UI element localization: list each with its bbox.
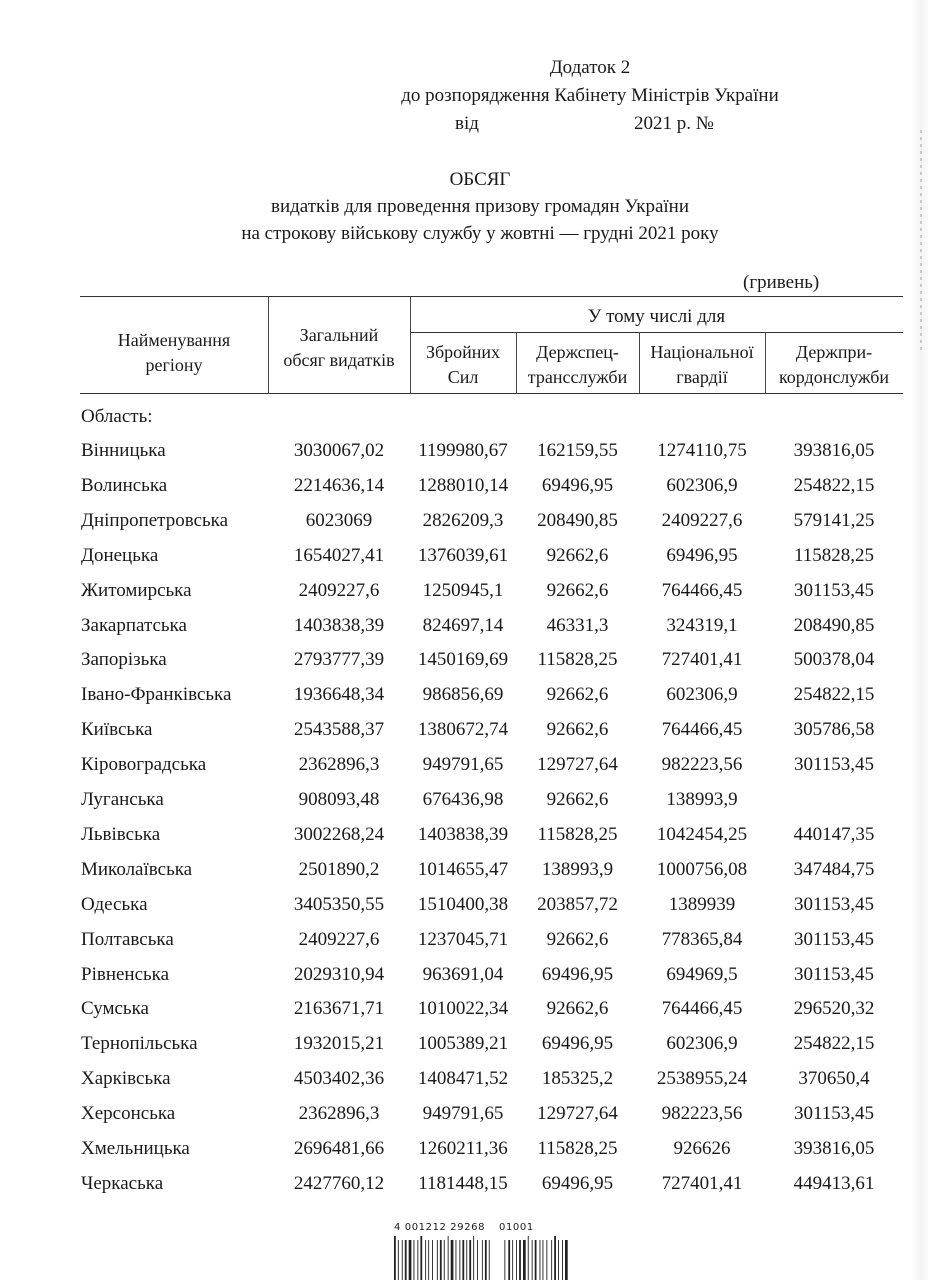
region-name: Закарпатська [81, 614, 187, 636]
zsu-value: 1260211,36 [418, 1138, 508, 1159]
total-value: 2427760,12 [293, 1172, 385, 1194]
region-name: Сумська [81, 998, 149, 1020]
region-name: Херсонська [81, 1103, 176, 1125]
header-dpsu-line-1: Держпри- [795, 342, 873, 362]
dpsu-value: 301153,45 [793, 754, 875, 776]
dsts-value: 69496,95 [541, 963, 614, 985]
barcode-bar [409, 1240, 412, 1280]
barcode-bar [546, 1240, 547, 1280]
dpsu-value: 393816,05 [793, 440, 875, 461]
annex-year-number: 2021 р. № [634, 113, 714, 134]
ngu-value: 138993,9 [666, 789, 738, 810]
barcode [392, 1222, 570, 1280]
header-total-line-1: Загальний [299, 325, 379, 345]
region-name: Вінницька [81, 440, 166, 461]
zsu-value: 1450169,69 [417, 649, 509, 671]
ngu-value: 1389939 [668, 893, 736, 915]
ngu-value: 926626 [673, 1138, 731, 1159]
zsu-value: 1010022,34 [417, 998, 509, 1020]
dsts-value: 208490,85 [537, 509, 618, 531]
dsts-value: 115828,25 [537, 1138, 618, 1159]
barcode-bar [504, 1240, 505, 1280]
zsu-value: 1408471,52 [417, 1068, 509, 1090]
dsts-value: 92662,6 [546, 544, 609, 566]
barcode-bar [532, 1240, 533, 1280]
ngu-value: 727401,41 [661, 649, 743, 671]
table-row [0, 510, 928, 544]
zsu-value: 1288010,14 [417, 474, 509, 496]
barcode-bar [420, 1236, 422, 1280]
header-ngu-line-1: Національної [650, 342, 754, 362]
total-value: 4503402,36 [293, 1068, 385, 1090]
barcode-bar [482, 1240, 483, 1280]
region-name: Житомирська [81, 579, 192, 601]
dpsu-value: 254822,15 [793, 474, 875, 496]
region-name: Миколаївська [81, 858, 193, 880]
total-value: 6023069 [305, 509, 373, 531]
barcode-bar [432, 1240, 433, 1280]
ngu-value: 602306,9 [666, 684, 738, 706]
header-region-line-1: Найменування [117, 330, 231, 350]
zsu-value: 1510400,38 [417, 893, 509, 915]
ngu-value: 982223,56 [661, 754, 743, 776]
dsts-value: 92662,6 [546, 998, 609, 1020]
table-row [0, 1138, 928, 1172]
header-dsts-line-1: Держспец- [536, 342, 619, 362]
ngu-value: 764466,45 [661, 579, 743, 601]
header-zsu-line-2: Сил [447, 367, 479, 387]
total-value: 3030067,02 [293, 440, 385, 461]
barcode-bar [428, 1240, 429, 1280]
table-row [0, 1068, 928, 1102]
ngu-value: 602306,9 [666, 474, 738, 496]
barcode-bar [519, 1240, 521, 1280]
barcode-bar [448, 1236, 449, 1280]
table-row [0, 1103, 928, 1137]
total-value: 1936648,34 [293, 684, 385, 706]
barcode-bar [440, 1240, 442, 1280]
region-name: Полтавська [81, 928, 174, 950]
annex-line-1: Додаток 2 [549, 57, 631, 78]
barcode-bar [562, 1240, 563, 1280]
barcode-bar [512, 1240, 513, 1280]
dsts-value: 203857,72 [537, 893, 618, 915]
ngu-value: 727401,41 [661, 1172, 743, 1194]
ngu-value: 982223,56 [661, 1103, 743, 1125]
table-row [0, 754, 928, 788]
total-value: 2409227,6 [298, 579, 380, 601]
dpsu-value: 208490,85 [793, 614, 875, 636]
barcode-bar [459, 1240, 460, 1280]
zsu-value: 1199980,67 [418, 440, 508, 461]
total-value: 3405350,55 [293, 893, 385, 915]
total-value: 2214636,14 [293, 474, 385, 496]
title-subtitle-1: видатків для проведення призову громадян України [271, 196, 689, 217]
table-row [0, 1173, 928, 1207]
barcode-bar [528, 1236, 529, 1280]
barcode-bar [462, 1240, 464, 1280]
region-name: Донецька [81, 544, 159, 566]
header-dsts-line-2: трансслужби [527, 367, 628, 387]
dpsu-value: 301153,45 [793, 579, 875, 601]
table-row [0, 684, 928, 718]
region-name: Черкаська [81, 1172, 164, 1194]
table-row [0, 475, 928, 509]
barcode-bar [405, 1240, 407, 1280]
table-row [0, 580, 928, 614]
barcode-bar [473, 1236, 474, 1280]
barcode-bar [551, 1240, 552, 1280]
dsts-value: 129727,64 [537, 1103, 618, 1125]
header-zsu-line-1: Збройних [425, 342, 501, 362]
dsts-value: 115828,25 [537, 823, 618, 845]
zsu-value: 963691,04 [422, 963, 504, 985]
header-region [80, 328, 268, 378]
total-value: 2793777,39 [293, 649, 385, 671]
total-value: 2543588,37 [293, 719, 385, 741]
barcode-bar [394, 1236, 396, 1280]
barcode-bar [516, 1240, 517, 1280]
unit-label: (гривень) [743, 272, 820, 293]
table-row [0, 894, 928, 928]
dsts-value: 46331,3 [546, 614, 609, 636]
region-name: Волинська [81, 474, 168, 496]
document-title [160, 166, 800, 247]
barcode-bar [523, 1240, 526, 1280]
table-top-rule [80, 296, 903, 297]
annex-from-label: від [455, 113, 479, 134]
zsu-value: 949791,65 [422, 754, 504, 776]
barcode-bar [558, 1240, 559, 1280]
zsu-value: 1014655,47 [417, 858, 509, 880]
dsts-value: 92662,6 [546, 789, 609, 810]
barcode-bar [535, 1240, 537, 1280]
dpsu-value: 393816,05 [793, 1138, 875, 1159]
total-value: 2362896,3 [298, 1103, 380, 1125]
ngu-value: 2538955,24 [656, 1068, 748, 1090]
dpsu-value: 579141,25 [793, 509, 875, 531]
barcode-bar [543, 1240, 544, 1280]
total-value: 2409227,6 [298, 928, 380, 950]
barcode-digits-right: 01001 [499, 1222, 534, 1233]
ngu-value: 764466,45 [661, 998, 743, 1020]
barcode-bar [444, 1240, 445, 1280]
region-name: Луганська [81, 789, 164, 810]
barcode-bar [402, 1240, 403, 1280]
ngu-value: 69496,95 [666, 544, 738, 566]
table-row [0, 789, 928, 823]
region-name: Івано-Франківська [81, 684, 232, 706]
total-value: 2362896,3 [298, 754, 380, 776]
barcode-bar [489, 1240, 490, 1280]
dsts-value: 92662,6 [546, 579, 609, 601]
total-value: 2163671,71 [293, 998, 385, 1020]
ngu-value: 1042454,25 [656, 823, 748, 845]
dpsu-value: 500378,04 [793, 649, 875, 671]
barcode-bar [425, 1240, 426, 1280]
dsts-value: 162159,55 [537, 440, 618, 461]
barcode-bar [466, 1240, 467, 1280]
ngu-value: 1274110,75 [657, 440, 747, 461]
table-row [0, 998, 928, 1032]
region-name: Тернопільська [81, 1033, 198, 1055]
ngu-value: 324319,1 [666, 614, 738, 636]
total-value: 1654027,41 [293, 544, 385, 566]
region-name: Одеська [81, 893, 148, 915]
table-row [0, 545, 928, 579]
zsu-value: 2826209,3 [422, 509, 504, 531]
dsts-value: 129727,64 [537, 754, 618, 776]
header-region-line-2: регіону [145, 355, 203, 375]
region-name: Харківська [81, 1068, 171, 1090]
dsts-value: 69496,95 [541, 1033, 614, 1055]
barcode-bar [451, 1240, 454, 1280]
barcode-bar [477, 1240, 478, 1280]
dsts-value: 92662,6 [546, 684, 609, 706]
barcode-bar [485, 1240, 487, 1280]
barcode-bar [437, 1240, 438, 1280]
header-zsu [410, 340, 516, 390]
header-bottom-rule [80, 393, 903, 394]
dsts-value: 138993,9 [541, 858, 614, 880]
dpsu-value: 301153,45 [793, 1103, 875, 1125]
subheader-rule [410, 332, 903, 333]
table-row [0, 824, 928, 858]
table-row [0, 440, 928, 474]
dsts-value: 115828,25 [537, 649, 618, 671]
dsts-value: 185325,2 [541, 1068, 614, 1090]
zsu-value: 1181448,15 [418, 1172, 508, 1194]
ngu-value: 778365,84 [661, 928, 743, 950]
annex-header [360, 54, 820, 138]
barcode-bar [456, 1240, 457, 1280]
total-value: 2501890,2 [298, 858, 380, 880]
region-name: Дніпропетровська [81, 509, 229, 531]
region-name: Львівська [81, 823, 161, 845]
dpsu-value: 254822,15 [793, 1033, 875, 1055]
barcode-bar [469, 1240, 471, 1280]
table-row [0, 964, 928, 998]
dsts-value: 92662,6 [546, 928, 609, 950]
barcode-bar [398, 1240, 399, 1280]
title-subtitle-2: на строкову військову службу у жовтні — грудні 2021 року [241, 223, 719, 244]
table-row [0, 1033, 928, 1067]
zsu-value: 1005389,21 [417, 1033, 509, 1055]
total-value: 3002268,24 [293, 823, 385, 845]
title-heading: ОБСЯГ [449, 169, 511, 190]
group-label-oblast: Область: [81, 406, 153, 427]
barcode-digits-left: 4 001212 29268 [394, 1222, 486, 1233]
dsts-value: 69496,95 [541, 474, 614, 496]
zsu-value: 1403838,39 [417, 823, 509, 845]
zsu-value: 949791,65 [422, 1103, 504, 1125]
dpsu-value: 301153,45 [793, 963, 875, 985]
ngu-value: 2409227,6 [661, 509, 743, 531]
ngu-value: 1000756,08 [656, 858, 748, 880]
dpsu-value: 449413,61 [793, 1172, 875, 1194]
barcode-bars [392, 1236, 570, 1280]
zsu-value: 1237045,71 [417, 928, 509, 950]
dsts-value: 69496,95 [541, 1172, 614, 1194]
total-value: 2696481,66 [293, 1138, 385, 1159]
region-name: Кіровоградська [81, 754, 207, 776]
table-row [0, 859, 928, 893]
barcode-bar [417, 1240, 418, 1280]
header-ngu [639, 340, 765, 390]
zsu-value: 986856,69 [422, 684, 504, 706]
dpsu-value: 440147,35 [793, 823, 875, 845]
dpsu-value: 115828,25 [793, 544, 875, 566]
dsts-value: 92662,6 [546, 719, 609, 741]
barcode-bar [540, 1240, 541, 1280]
zsu-value: 676436,98 [422, 789, 504, 810]
dpsu-value: 305786,58 [793, 719, 875, 741]
annex-line-3 [360, 110, 820, 138]
table-row [0, 615, 928, 649]
header-total [268, 323, 410, 373]
region-name: Київська [81, 719, 153, 741]
zsu-value: 1376039,61 [417, 544, 509, 566]
zsu-value: 1250945,1 [422, 579, 504, 601]
table-row [0, 649, 928, 683]
total-value: 1932015,21 [293, 1033, 385, 1055]
total-value: 2029310,94 [293, 963, 385, 985]
ngu-value: 602306,9 [666, 1033, 738, 1055]
dpsu-value: 347484,75 [793, 858, 875, 880]
total-value: 1403838,39 [293, 614, 385, 636]
table-row [0, 719, 928, 753]
barcode-bar [414, 1240, 415, 1280]
region-name: Запорізька [81, 649, 167, 671]
header-dpsu-line-2: кордонслужби [778, 367, 890, 387]
ngu-value: 694969,5 [666, 963, 738, 985]
barcode-bar [565, 1240, 568, 1280]
dpsu-value: 296520,32 [793, 998, 875, 1020]
scan-edge-mark [920, 130, 922, 350]
total-value: 908093,48 [298, 789, 380, 810]
dpsu-value: 254822,15 [793, 684, 875, 706]
zsu-value: 1380672,74 [417, 719, 509, 741]
dpsu-value: 301153,45 [793, 893, 875, 915]
table-row [0, 929, 928, 963]
header-dsts [516, 340, 639, 390]
dpsu-value: 301153,45 [793, 928, 875, 950]
ngu-value: 764466,45 [661, 719, 743, 741]
barcode-bar [554, 1236, 556, 1280]
annex-line-2: до розпорядження Кабінету Міністрів України [401, 85, 779, 106]
dpsu-value: 370650,4 [798, 1068, 870, 1090]
header-including: У тому числі для [587, 306, 726, 327]
header-ngu-line-2: гвардії [676, 367, 728, 387]
barcode-bar [508, 1240, 510, 1280]
region-name: Рівненська [81, 963, 170, 985]
header-total-line-2: обсяг видатків [283, 350, 395, 370]
region-name: Хмельницька [81, 1138, 190, 1159]
zsu-value: 824697,14 [422, 614, 504, 636]
header-dpsu [765, 340, 903, 390]
